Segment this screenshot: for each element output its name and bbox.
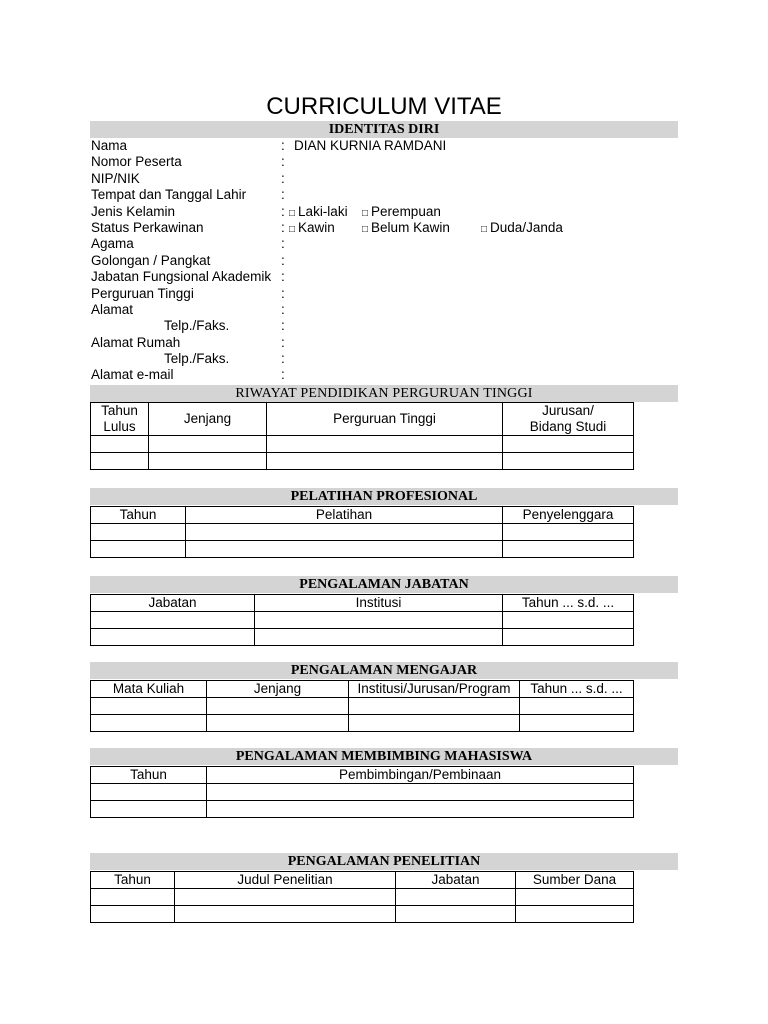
identity-row bbox=[90, 351, 678, 367]
table-cell[interactable] bbox=[149, 436, 267, 453]
table-cell[interactable] bbox=[503, 436, 634, 453]
table-row bbox=[91, 906, 634, 923]
table-cell[interactable] bbox=[267, 436, 503, 453]
identity-label: Jenis Kelamin bbox=[91, 203, 176, 219]
table-row bbox=[91, 524, 634, 541]
identity-label: Alamat e-mail bbox=[91, 367, 174, 383]
identity-row bbox=[90, 269, 678, 285]
table-cell[interactable] bbox=[520, 715, 634, 732]
identity-colon: : bbox=[281, 301, 285, 317]
column-header: Jabatan bbox=[91, 595, 255, 612]
table-cell[interactable] bbox=[207, 784, 634, 801]
table-cell[interactable] bbox=[91, 715, 207, 732]
section-heading-membimbing: PENGALAMAN MEMBIMBING MAHASISWA bbox=[90, 748, 678, 765]
section-heading-mengajar: PENGALAMAN MENGAJAR bbox=[90, 662, 678, 679]
table-cell[interactable] bbox=[91, 453, 149, 470]
table-cell[interactable] bbox=[91, 889, 175, 906]
identity-colon: : bbox=[281, 269, 285, 285]
identity-row bbox=[90, 171, 678, 187]
table-membimbing bbox=[90, 766, 634, 818]
table-cell[interactable] bbox=[349, 715, 520, 732]
identity-colon: : bbox=[281, 203, 285, 219]
table-cell[interactable] bbox=[186, 541, 503, 558]
table-row bbox=[91, 698, 634, 715]
identity-label: Telp./Faks. bbox=[164, 351, 230, 367]
identity-row bbox=[90, 187, 678, 203]
column-header: Jurusan/ Bidang Studi bbox=[503, 403, 634, 436]
identity-row bbox=[90, 138, 678, 154]
identity-row bbox=[90, 335, 678, 351]
identity-label: Agama bbox=[91, 236, 134, 252]
table-cell[interactable] bbox=[516, 906, 634, 923]
identity-colon: : bbox=[281, 219, 285, 235]
identity-colon: : bbox=[281, 334, 285, 350]
table-cell[interactable] bbox=[396, 889, 516, 906]
table-cell[interactable] bbox=[503, 629, 634, 646]
identity-row bbox=[90, 154, 678, 170]
identity-label: Jabatan Fungsional Akademik bbox=[91, 269, 272, 285]
column-header: Perguruan Tinggi bbox=[267, 403, 503, 436]
checkbox-icon: □ bbox=[362, 207, 369, 219]
table-cell[interactable] bbox=[503, 453, 634, 470]
identity-colon: : bbox=[281, 318, 285, 334]
identity-colon: : bbox=[281, 236, 285, 252]
checkbox-icon: □ bbox=[289, 207, 296, 219]
identity-colon: : bbox=[281, 367, 285, 383]
option-label: Perempuan bbox=[371, 203, 441, 219]
identity-label: Nama bbox=[91, 138, 128, 153]
identity-label: Golongan / Pangkat bbox=[91, 252, 211, 268]
table-mengajar bbox=[90, 680, 634, 732]
table-cell[interactable] bbox=[91, 801, 207, 818]
table-row bbox=[91, 715, 634, 732]
identity-label: Perguruan Tinggi bbox=[91, 285, 194, 301]
identity-value[interactable]: DIAN KURNIA RAMDANI bbox=[294, 138, 447, 153]
table-cell[interactable] bbox=[255, 629, 503, 646]
identity-label: Status Perkawinan bbox=[91, 219, 204, 235]
table-cell[interactable] bbox=[503, 541, 634, 558]
table-cell[interactable] bbox=[91, 784, 207, 801]
identity-colon: : bbox=[281, 170, 285, 186]
table-cell[interactable] bbox=[91, 524, 186, 541]
column-header: Pelatihan bbox=[186, 507, 503, 524]
identity-label: Nomor Peserta bbox=[91, 154, 182, 170]
table-cell[interactable] bbox=[91, 629, 255, 646]
identity-row bbox=[90, 236, 678, 252]
table-cell[interactable] bbox=[207, 801, 634, 818]
identity-colon: : bbox=[281, 285, 285, 301]
table-penelitian bbox=[90, 871, 634, 923]
column-header: Institusi bbox=[255, 595, 503, 612]
table-row bbox=[91, 453, 634, 470]
identity-colon: : bbox=[281, 154, 285, 170]
column-header: Penyelenggara bbox=[503, 507, 634, 524]
table-cell[interactable] bbox=[175, 889, 396, 906]
column-header: Judul Penelitian bbox=[175, 872, 396, 889]
column-header: Tahun bbox=[91, 872, 175, 889]
table-header-row bbox=[91, 872, 634, 889]
table-pendidikan bbox=[90, 402, 634, 470]
identity-row bbox=[90, 220, 678, 236]
table-cell[interactable] bbox=[267, 453, 503, 470]
section-heading-jabatan: PENGALAMAN JABATAN bbox=[90, 576, 678, 593]
table-cell[interactable] bbox=[207, 698, 349, 715]
identity-row bbox=[90, 204, 678, 220]
section-heading-penelitian: PENGALAMAN PENELITIAN bbox=[90, 853, 678, 870]
table-header-row bbox=[91, 767, 634, 784]
column-header: Jabatan bbox=[396, 872, 516, 889]
table-header-row bbox=[91, 595, 634, 612]
table-cell[interactable] bbox=[503, 612, 634, 629]
column-header: Tahun bbox=[91, 507, 186, 524]
section-heading-pendidikan: RIWAYAT PENDIDIKAN PERGURUAN TINGGI bbox=[90, 385, 678, 402]
option-label: Kawin bbox=[298, 219, 335, 235]
table-cell[interactable] bbox=[255, 612, 503, 629]
table-cell[interactable] bbox=[91, 612, 255, 629]
column-header: Jenjang bbox=[149, 403, 267, 436]
identity-colon: : bbox=[281, 252, 285, 268]
identity-label: Telp./Faks. bbox=[164, 318, 230, 334]
table-cell[interactable] bbox=[207, 715, 349, 732]
table-header-row bbox=[91, 507, 634, 524]
section-heading-pelatihan: PELATIHAN PROFESIONAL bbox=[90, 488, 678, 505]
table-pelatihan bbox=[90, 506, 634, 558]
table-jabatan bbox=[90, 594, 634, 646]
table-row bbox=[91, 612, 634, 629]
identity-row bbox=[90, 302, 678, 318]
identity-colon: : bbox=[281, 351, 285, 367]
table-row bbox=[91, 889, 634, 906]
option-label: Belum Kawin bbox=[371, 219, 450, 235]
identity-fields bbox=[90, 138, 678, 384]
table-cell[interactable] bbox=[520, 698, 634, 715]
table-cell[interactable] bbox=[349, 698, 520, 715]
table-cell[interactable] bbox=[396, 906, 516, 923]
table-cell[interactable] bbox=[91, 541, 186, 558]
table-cell[interactable] bbox=[186, 524, 503, 541]
table-header-row bbox=[91, 681, 634, 698]
option-label: Duda/Janda bbox=[490, 219, 563, 235]
section-heading-identitas: IDENTITAS DIRI bbox=[90, 121, 678, 138]
column-header: Institusi/Jurusan/Program bbox=[349, 681, 520, 698]
checkbox-icon: □ bbox=[289, 223, 296, 235]
table-cell[interactable] bbox=[175, 906, 396, 923]
identity-colon: : bbox=[281, 138, 285, 153]
column-header: Tahun Lulus bbox=[91, 403, 149, 436]
column-header: Jenjang bbox=[207, 681, 349, 698]
table-row bbox=[91, 629, 634, 646]
checkbox-icon: □ bbox=[481, 223, 488, 235]
identity-row bbox=[90, 253, 678, 269]
identity-label: Alamat Rumah bbox=[91, 334, 181, 350]
table-row bbox=[91, 801, 634, 818]
identity-row bbox=[90, 367, 678, 383]
column-header: Tahun ... s.d. ... bbox=[520, 681, 634, 698]
table-cell[interactable] bbox=[503, 524, 634, 541]
column-header: Pembimbingan/Pembinaan bbox=[207, 767, 634, 784]
identity-row bbox=[90, 286, 678, 302]
identity-label: Tempat dan Tanggal Lahir bbox=[91, 187, 247, 203]
identity-label: NIP/NIK bbox=[91, 170, 140, 186]
table-row bbox=[91, 541, 634, 558]
table-cell[interactable] bbox=[516, 889, 634, 906]
identity-colon: : bbox=[281, 187, 285, 203]
table-cell[interactable] bbox=[91, 698, 207, 715]
identity-row bbox=[90, 318, 678, 334]
table-header-row bbox=[91, 403, 634, 436]
column-header: Tahun ... s.d. ... bbox=[503, 595, 634, 612]
identity-label: Alamat bbox=[91, 301, 134, 317]
table-cell[interactable] bbox=[91, 906, 175, 923]
column-header: Mata Kuliah bbox=[91, 681, 207, 698]
table-row bbox=[91, 436, 634, 453]
checkbox-icon: □ bbox=[362, 223, 369, 235]
option-label: Laki-laki bbox=[298, 203, 348, 219]
column-header: Sumber Dana bbox=[516, 872, 634, 889]
table-cell[interactable] bbox=[91, 436, 149, 453]
document-title: CURRICULUM VITAE bbox=[266, 93, 502, 120]
table-row bbox=[91, 784, 634, 801]
table-cell[interactable] bbox=[149, 453, 267, 470]
column-header: Tahun bbox=[91, 767, 207, 784]
